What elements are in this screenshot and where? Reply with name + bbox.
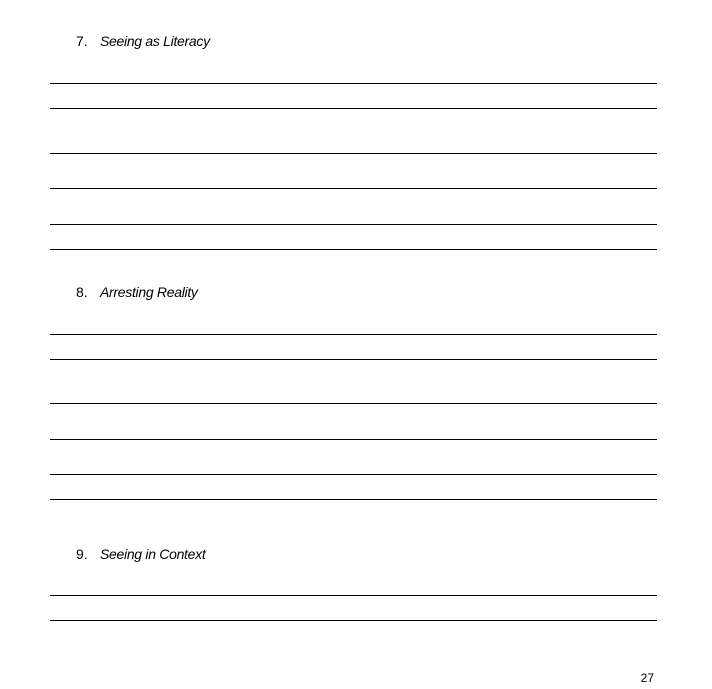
- writing-line: [50, 83, 657, 84]
- writing-line: [50, 334, 657, 335]
- writing-line: [50, 620, 657, 621]
- section-number: 8.: [76, 284, 88, 300]
- writing-line: [50, 474, 657, 475]
- writing-line: [50, 249, 657, 250]
- writing-line: [50, 188, 657, 189]
- section-number: 9.: [76, 546, 88, 562]
- section-title: Seeing as Literacy: [100, 33, 210, 49]
- writing-line: [50, 595, 657, 596]
- writing-line: [50, 108, 657, 109]
- section-heading-7: [76, 32, 210, 50]
- section-title: Seeing in Context: [100, 546, 206, 562]
- section-title: Arresting Reality: [100, 284, 198, 300]
- section-number: 7.: [76, 33, 88, 49]
- page-number: 27: [640, 671, 654, 685]
- writing-line: [50, 224, 657, 225]
- writing-line: [50, 359, 657, 360]
- writing-line: [50, 403, 657, 404]
- writing-line: [50, 499, 657, 500]
- writing-line: [50, 153, 657, 154]
- writing-line: [50, 439, 657, 440]
- section-heading-9: [76, 545, 205, 563]
- section-heading-8: [76, 283, 198, 301]
